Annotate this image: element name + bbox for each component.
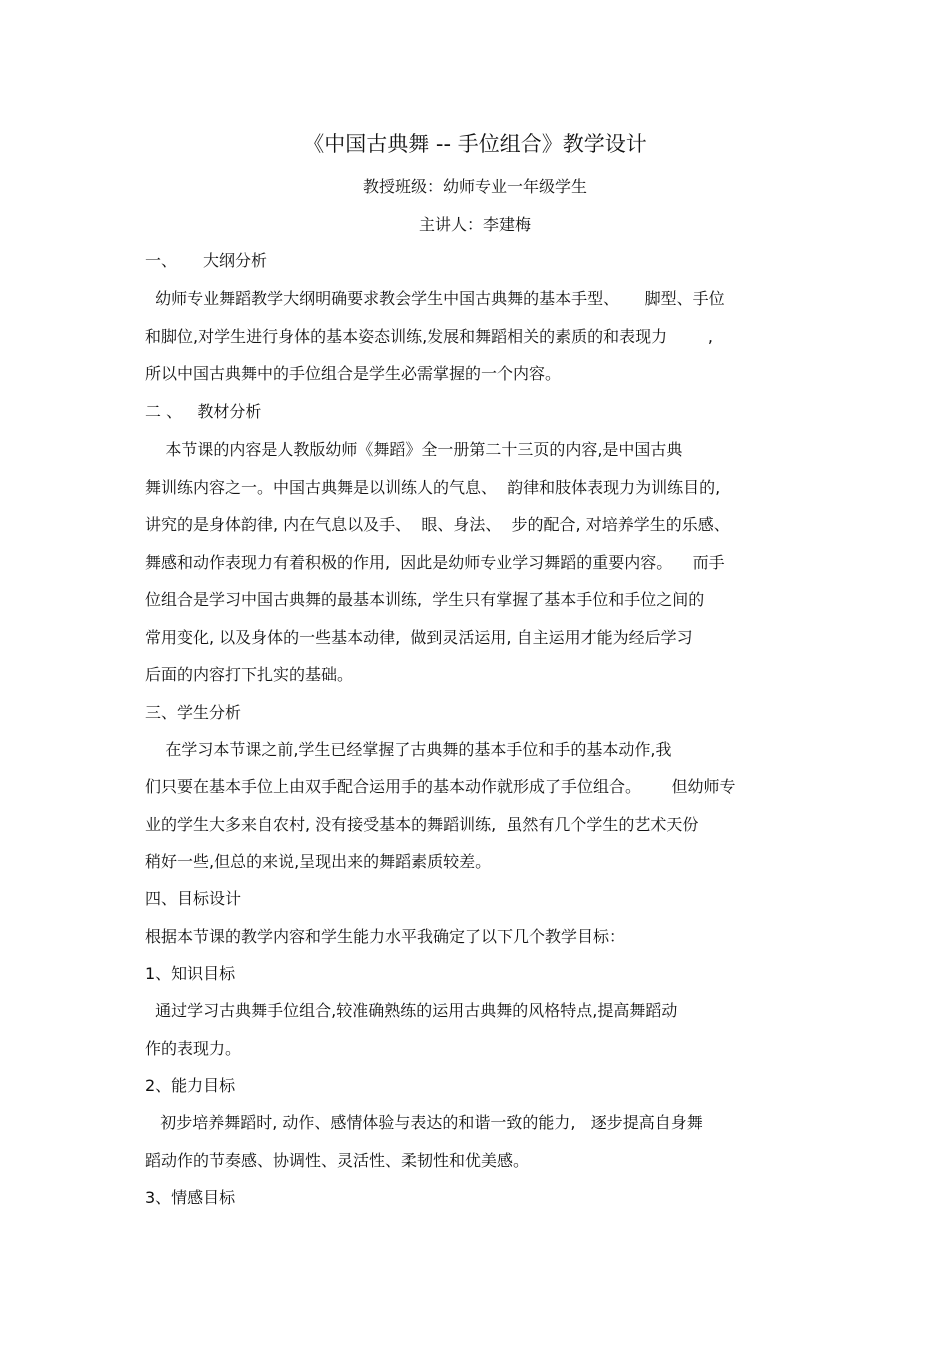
goal-1-line-1: 通过学习古典舞手位组合,较准确熟练的运用古典舞的风格特点,提高舞蹈动 xyxy=(145,1001,678,1020)
goal-2-line-1: 初步培养舞蹈时, 动作、感情体验与表达的和谐一致的能力, 逐步提高自身舞 xyxy=(145,1113,703,1132)
section-1-title: 大纲分析 xyxy=(203,251,268,270)
class-info: 教授班级：幼师专业一年级学生 xyxy=(362,177,587,196)
goal-2-line-2: 蹈动作的节奏感、协调性、灵活性、柔韧性和优美感。 xyxy=(145,1151,530,1170)
section-2-line-5: 位组合是学习中国古典舞的最基本训练, 学生只有掌握了基本手位和手位之间的 xyxy=(145,590,705,609)
section-4-heading: 四、目标设计 xyxy=(145,889,242,908)
lecturer-info: 主讲人：李建梅 xyxy=(418,215,531,234)
section-3-line-3: 业的学生大多来自农村, 没有接受基本的舞蹈训练, 虽然有几个学生的艺术天份 xyxy=(145,815,699,834)
section-2-line-6: 常用变化, 以及身体的一些基本动律, 做到灵活运用, 自主运用才能为经后学习 xyxy=(145,628,693,647)
section-3-line-1: 在学习本节课之前,学生已经掌握了古典舞的基本手位和手的基本动作,我 xyxy=(145,740,672,759)
section-1-number: 一、 xyxy=(145,251,178,270)
section-2-line-1: 本节课的内容是人教版幼师《舞蹈》全一册第二十三页的内容,是中国古典 xyxy=(145,440,683,459)
section-2-line-2: 舞训练内容之一。中国古典舞是以训练人的气息、 韵律和肢体表现力为训练目的, xyxy=(145,478,721,497)
section-3-heading: 三、学生分析 xyxy=(145,703,242,722)
section-2-line-4: 舞感和动作表现力有着积极的作用, 因此是幼师专业学习舞蹈的重要内容。 而手 xyxy=(145,553,725,572)
section-4-intro: 根据本节课的教学内容和学生能力水平我确定了以下几个教学目标： xyxy=(145,927,626,946)
goal-1-line-2: 作的表现力。 xyxy=(145,1039,242,1058)
section-2-heading: 二 、 教材分析 xyxy=(145,402,262,421)
section-1-heading xyxy=(145,250,267,272)
document-title: 《中国古典舞 -- 手位组合》教学设计 xyxy=(303,132,647,156)
section-1-line-2: 和脚位,对学生进行身体的基本姿态训练,发展和舞蹈相关的素质的和表现力 , xyxy=(145,327,713,346)
goal-2-heading: 2、能力目标 xyxy=(145,1076,236,1095)
section-3-line-2: 们只要在基本手位上由双手配合运用手的基本动作就形成了手位组合。 但幼师专 xyxy=(145,777,736,796)
section-1-line-1: 幼师专业舞蹈教学大纲明确要求教会学生中国古典舞的基本手型、 脚型、手位 xyxy=(145,289,725,308)
section-2-line-3: 讲究的是身体韵律, 内在气息以及手、 眼、身法、 步的配合, 对培养学生的乐感、 xyxy=(145,515,730,534)
section-3-line-4: 稍好一些,但总的来说,呈现出来的舞蹈素质较差。 xyxy=(145,852,492,871)
goal-3-heading: 3、情感目标 xyxy=(145,1188,236,1207)
goal-1-heading: 1、知识目标 xyxy=(145,964,236,983)
section-2-line-7: 后面的内容打下扎实的基础。 xyxy=(145,665,354,684)
section-1-line-3: 所以中国古典舞中的手位组合是学生必需掌握的一个内容。 xyxy=(145,364,562,383)
